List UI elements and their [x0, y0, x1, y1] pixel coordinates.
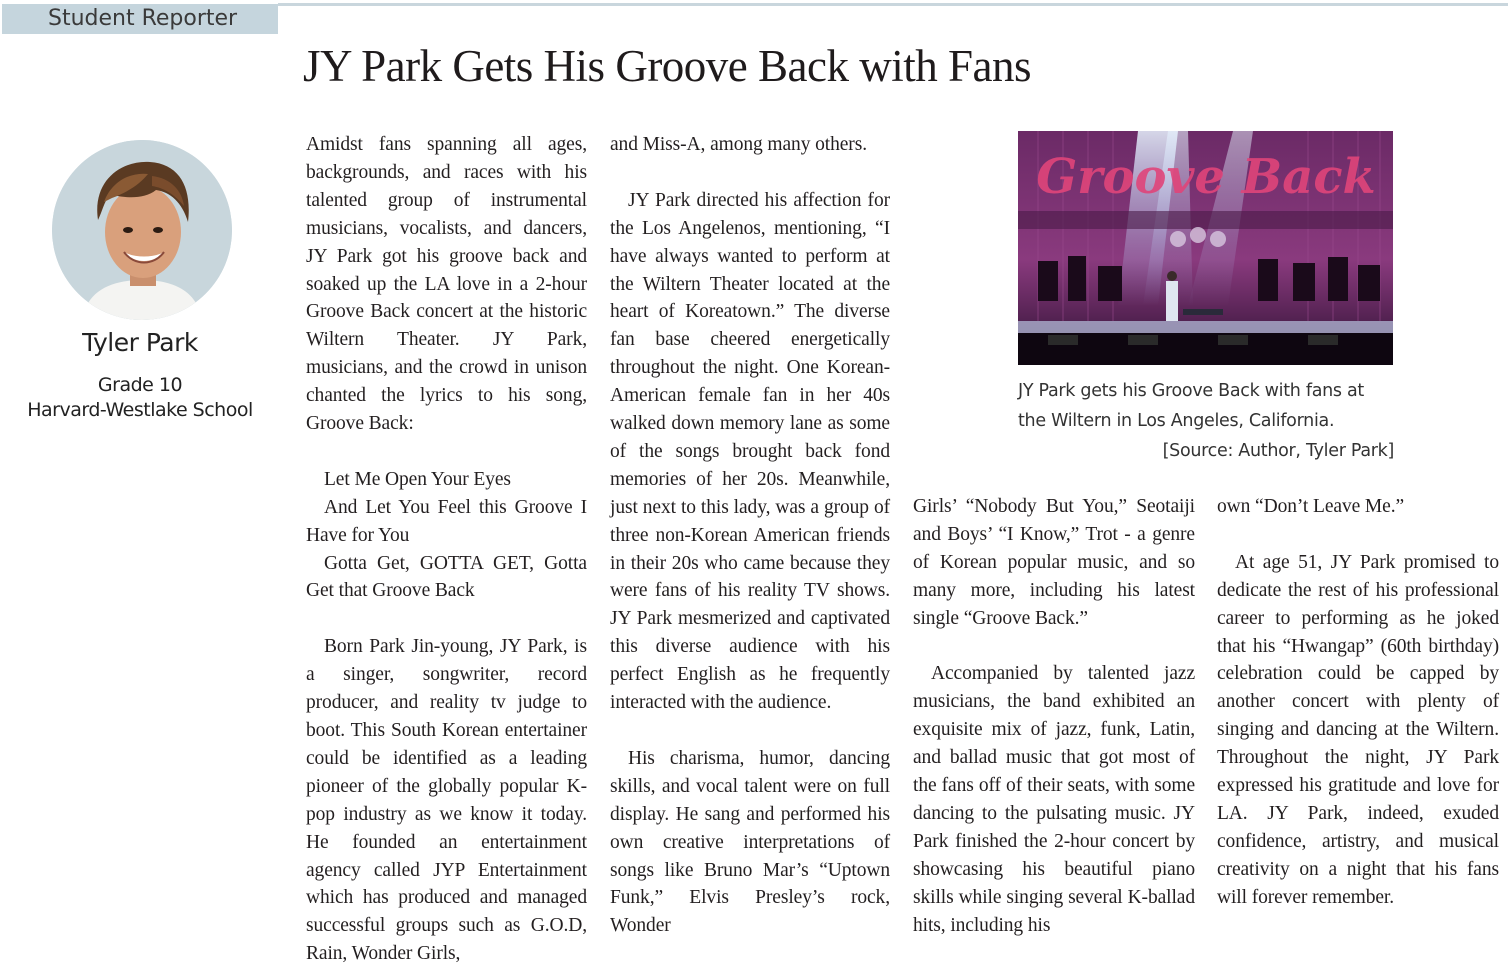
lyric-line: And Let You Feel this Groove I Have for You: [306, 496, 587, 546]
paragraph-performance-end: Girls’ “Nobody But You,” Seotaiji and Boys’ “I Know,” Trot - a genre of Korean popular music, and so many more, including his latest single “Groove Back.”: [913, 496, 1195, 629]
paragraph-closing: At age 51, JY Park promised to dedicate the rest of his professional career to performing as he joked that his “Hwangap” (60th birthday) celebration could be capped by another concert with plenty of singing and dancing at the Wiltern. Throughout the night, JY Park expressed his gratitude and love for LA. JY Park, indeed, exuded confidence, artistry, and musical creativity on a night that his fans will forever remember.: [1217, 551, 1499, 908]
paragraph-bio-end: and Miss-A, among many others.: [610, 134, 867, 155]
article-column-3: [913, 493, 1195, 939]
author-avatar: [52, 140, 232, 320]
paragraph-performance: His charisma, humor, dancing skills, and vocal talent were on full display. He sang and performed his own creative interpretations of songs like Bruno Mar’s “Uptown Funk,” Elvis Presley’s rock, Wonder: [610, 747, 890, 937]
concert-stage-image: [1018, 131, 1393, 365]
author-grade: Grade 10: [97, 374, 183, 396]
article-column-1: [306, 131, 587, 968]
lyric-line: Gotta Get, GOTTA GET, Gotta Get that Groove Back: [306, 552, 587, 602]
photo-source: [Source: Author, Tyler Park]: [1162, 441, 1394, 461]
lyric-line: Let Me Open Your Eyes: [324, 468, 511, 490]
paragraph-audience: JY Park directed his affection for the Los Angelenos, mentioning, “I have always wanted to perform at the Wiltern Theater located at the heart of Koreatown.” The diverse fan base cheered energetically throughout the night. One Korean-American female fan in her 40s walked down memory lane as some of the songs brought back fond memories of her 20s. Meanwhile, just next to this lady, was a group of three non-Korean American friends in their 20s who came because they were fans of his reality TV shows. JY Park mesmerized and captivated this diverse audience with his perfect English as he frequently interacted with the audience.: [610, 189, 890, 714]
photo-caption: JY Park gets his Groove Back with fans at the Wiltern in Los Angeles, California.: [1018, 381, 1364, 431]
top-rule: [278, 3, 1508, 6]
paragraph-bio: Born Park Jin-young, JY Park, is a singer, songwriter, record producer, and reality tv judge to boot. This South Korean entertainer could be identified as a leading pioneer of the globally popular K-pop industry as we know it today. He founded an entertainment agency called JYP Entertainment which has produced and managed successful groups such as G.O.D, Rain, Wonder Girls,: [306, 636, 587, 965]
article-column-2: [610, 131, 890, 940]
paragraph-band-end: own “Don’t Leave Me.”: [1217, 496, 1405, 517]
section-label: Student Reporter: [2, 4, 278, 34]
paragraph-band: Accompanied by talented jazz musicians, the band exhibited an exquisite mix of jazz, funk, Latin, and ballad music that got most of the fans off of their seats, with some dancing to the pulsating music. JY Park finished the 2-hour concert by showcasing his beautiful piano skills while singing several K-ballad hits, including his: [913, 663, 1195, 936]
author-name: Tyler Park: [82, 328, 198, 357]
stage-sign-text: Groove Back: [1036, 149, 1376, 205]
lyrics-block: [306, 466, 587, 606]
article-column-4: [1217, 493, 1499, 912]
author-school: Harvard-Westlake School: [27, 399, 253, 421]
paragraph-intro: Amidst fans spanning all ages, backgrounds, and races with his talented group of instrumental musicians, vocalists, and dancers, JY Park got his groove back and soaked up the LA love in a 2-hour Groove Back concert at the historic Wiltern Theater. JY Park, musicians, and the crowd in unison chanted the lyrics to his song, Groove Back:: [306, 134, 587, 435]
student-portrait-icon: [52, 140, 232, 320]
concert-photo: [1018, 131, 1393, 365]
headline: JY Park Gets His Groove Back with Fans: [303, 41, 1032, 91]
